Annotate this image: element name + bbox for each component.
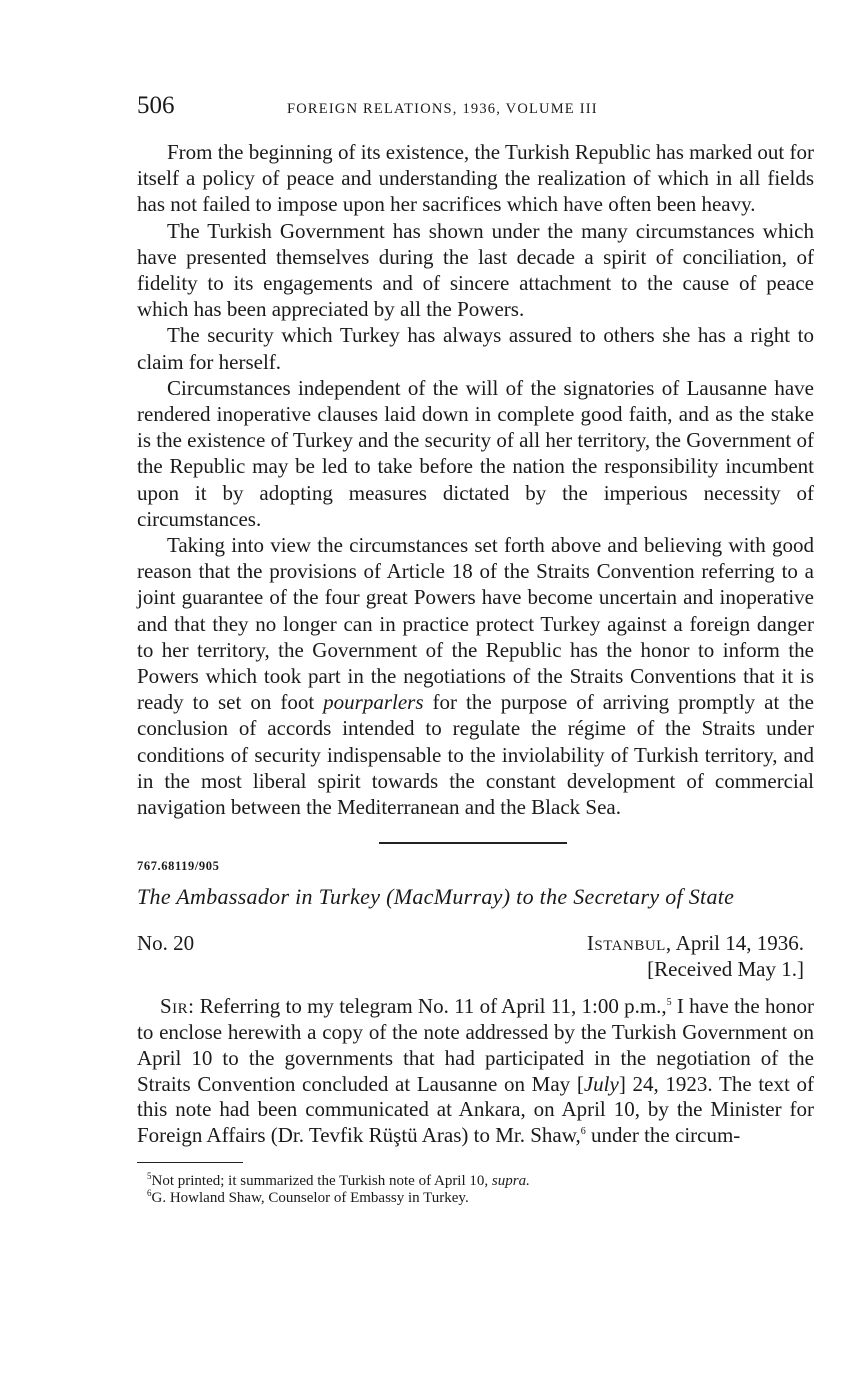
footnote-ref: 6 xyxy=(580,1126,586,1138)
letter-text: under the circum- xyxy=(585,1123,741,1148)
footnote-ref: 5 xyxy=(666,997,672,1009)
section-divider xyxy=(379,842,567,844)
footnote xyxy=(147,1190,814,1207)
page-number: 506 xyxy=(137,92,175,119)
paragraph xyxy=(137,532,814,820)
letter-body xyxy=(137,994,814,1149)
file-number: 767.68119/905 xyxy=(137,859,220,874)
paragraph: From the beginning of its existence, the Turkish Republic has marked out for itself a policy of peace and understanding the realization of which in all fields has not failed to impose upon her sacrifices which have often been heavy. xyxy=(137,140,814,217)
italic-term: pourparlers xyxy=(323,690,424,715)
footnote-mark: 6 xyxy=(147,1188,152,1199)
footnote-text: Not printed; it summarized the Turkish note of April 10, xyxy=(151,1173,492,1190)
date: April 14, 1936. xyxy=(675,931,804,956)
letter-paragraph xyxy=(137,994,814,1149)
paragraph-text: for the purpose of arriving promptly at the conclusion of accords intended to regulate the régime of the Straits under conditions of security indispensable to the inviolability of Turkish territory, and in the most liberal spirit towards the constant development of commercial navigation between the Mediterranean and the Black Sea. xyxy=(137,690,815,820)
letter-text: ] 24, 1923. The text of this note had been communicated at Ankara, on April 10, by the Minister for Foreign Affairs (Dr. Tevfik Rüştü Aras) to Mr. Shaw, xyxy=(137,1071,814,1148)
letter-text: Referring to my telegram No. 11 of April 11, 1:00 p.m., xyxy=(194,994,667,1019)
document-meta xyxy=(137,930,814,984)
note-body xyxy=(137,139,814,820)
footnote-mark: 5 xyxy=(147,1171,152,1182)
paragraph: The security which Turkey has always assured to others she has a right to claim for herself. xyxy=(137,323,814,374)
place-date xyxy=(587,930,804,956)
document-title: The Ambassador in Turkey (MacMurray) to the Secretary of State xyxy=(137,884,735,910)
footnotes xyxy=(137,1173,814,1207)
received-date: [Received May 1.] xyxy=(647,957,804,982)
footnote xyxy=(147,1173,814,1190)
paragraph: The Turkish Government has shown under the many circumstances which have presented themselves during the last decade a spirit of conciliation, of fidelity to its engagements and of sincere attachment to the cause of peace which has been appreciated by all the Powers. xyxy=(137,218,814,322)
salutation: Sir: xyxy=(160,994,195,1019)
place: Istanbul, xyxy=(586,931,672,956)
footnote-text: G. Howland Shaw, Counselor of Embassy in Turkey. xyxy=(151,1190,469,1207)
italic-term: July xyxy=(583,1071,619,1096)
document-page xyxy=(137,92,814,1207)
page-header xyxy=(137,92,814,132)
letter-text: I have the honor to enclose herewith a copy of the note addressed by the Turkish Government on April 10 to the governments that had participated in the negotiation of the Straits Convention concluded at Lausanne on May [ xyxy=(137,994,814,1096)
document-number: No. 20 xyxy=(137,931,195,956)
running-head: FOREIGN RELATIONS, 1936, VOLUME III xyxy=(287,101,598,117)
footnote-rule xyxy=(137,1162,243,1163)
paragraph: Circumstances independent of the will of the signatories of Lausanne have rendered inoperative clauses laid down in complete good faith, and as the stake is the existence of Turkey and the security of all her territory, the Government of the Republic may be led to take before the nation the responsibility incumbent upon it by adopting measures dictated by the imperious necessity of circumstances. xyxy=(137,375,814,531)
footnote-italic: supra. xyxy=(491,1173,530,1190)
paragraph-text: Taking into view the circumstances set forth above and believing with good reason that the provisions of Article 18 of the Straits Convention referring to a joint guarantee of the four great Powers have become uncertain and inoperative and that they no longer can in practice protect Turkey against a foreign danger to her territory, the Government of the Republic has the honor to inform the Powers which took part in the negotiations of the Straits Conventions that it is ready to set on foot xyxy=(137,533,814,715)
